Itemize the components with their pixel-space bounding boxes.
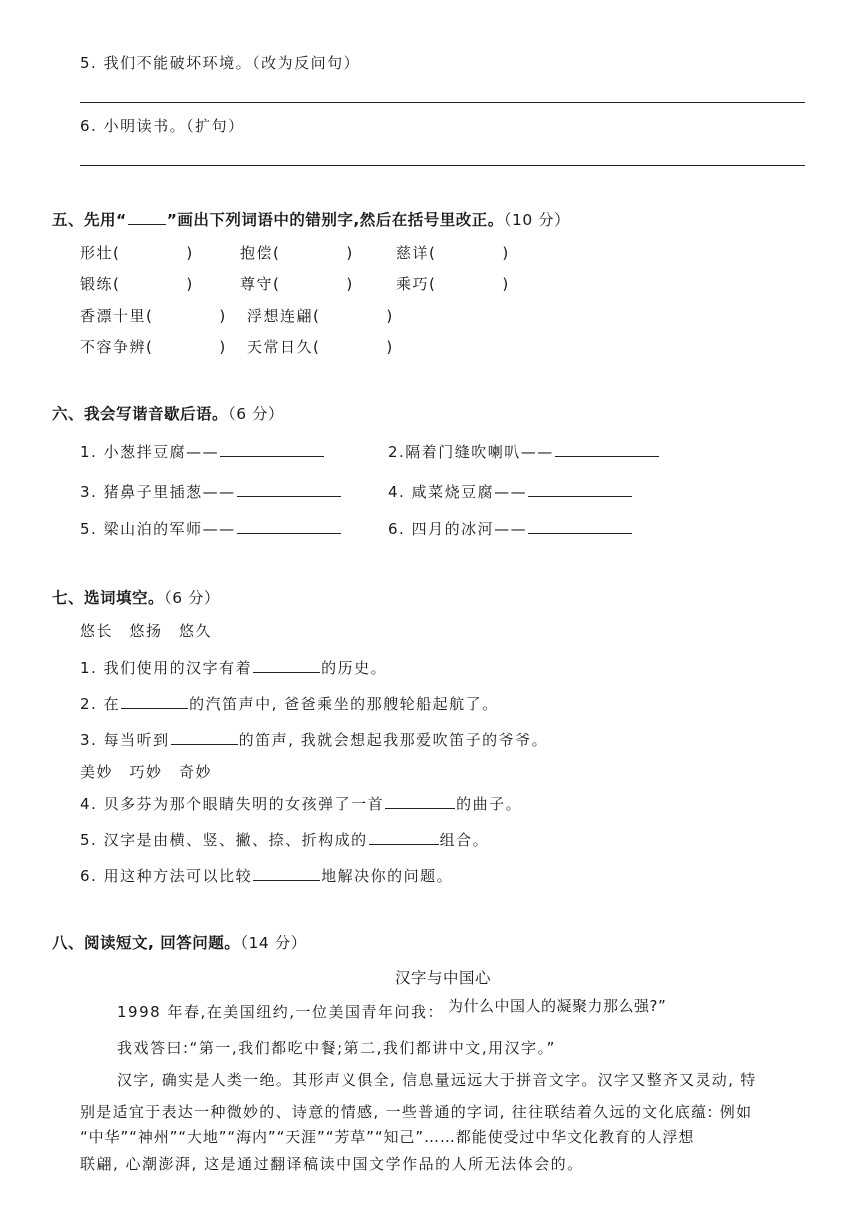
word-item: 浮想连翩( ) — [247, 307, 394, 325]
fill-sentence-5 — [80, 830, 489, 850]
passage-para-2: 我戏答曰:“第一,我们都吃中餐;第二,我们都讲中文,用汉字。” — [117, 1039, 556, 1057]
answer-blank[interactable] — [237, 482, 341, 497]
fill-blank[interactable] — [253, 866, 320, 881]
fill-blank[interactable] — [171, 730, 238, 745]
proverb-text: 5. 梁山泊的军师—— — [80, 520, 236, 538]
section6-heading — [52, 404, 284, 424]
fill-sentence-3 — [80, 730, 548, 750]
sentence-text: 4. 贝多芬为那个眼睛失明的女孩弹了一首 — [80, 795, 385, 813]
passage-para-3-line-2: 别是适宜于表达一种微妙的、诗意的情感, 一些普通的字词, 往往联结着久远的文化底蕴: 例如 — [80, 1103, 753, 1121]
answer-blank[interactable] — [555, 442, 659, 457]
word-item: 不容争辨( ) — [80, 338, 227, 356]
section8-heading — [52, 933, 307, 953]
proverb-item — [80, 482, 342, 502]
answer-blank[interactable] — [528, 482, 632, 497]
fill-sentence-1 — [80, 658, 387, 678]
proverb-text: 3. 猪鼻子里插葱—— — [80, 483, 236, 501]
word-item: 锻练( ) — [80, 275, 194, 293]
passage-text: 为什么中国人的凝聚力那么强?” — [447, 997, 667, 1015]
passage-para-3-line-4: 联翩, 心潮澎湃, 这是通过翻译稿读中国文学作品的人所无法体会的。 — [80, 1155, 584, 1173]
sentence-text: 5. 汉字是由横、竖、撇、捺、折构成的 — [80, 831, 368, 849]
passage-title: 汉字与中国心 — [395, 969, 492, 987]
fill-blank[interactable] — [369, 830, 439, 845]
section6-heading-text: 六、我会写谐音歇后语。 — [52, 405, 229, 423]
word-item: 香漂十里( ) — [80, 307, 227, 325]
sentence-text: 的曲子。 — [456, 795, 523, 813]
word-item: 乘巧( ) — [396, 275, 510, 293]
word-item: 抱偿( ) — [240, 244, 354, 262]
question-6: 6. 小明读书。（扩句） — [80, 117, 245, 135]
proverb-text: 2.隔着门缝吹喇叭—— — [388, 443, 554, 461]
proverb-item — [388, 482, 633, 502]
sentence-text: 的笛声, 我就会想起我那爱吹笛子的爷爷。 — [238, 731, 549, 749]
fill-blank[interactable] — [385, 794, 455, 809]
section5-heading-a: 五、先用“ — [52, 211, 127, 229]
proverb-item — [80, 519, 342, 539]
fill-sentence-6 — [80, 866, 453, 886]
proverb-item — [80, 442, 325, 462]
proverb-text: 1. 小葱拌豆腐—— — [80, 443, 220, 461]
section7-heading — [52, 588, 220, 608]
section5-heading-b: ”画出下列词语中的错别字,然后在括号里改正。 — [166, 211, 504, 229]
proverb-text: 4. 咸菜烧豆腐—— — [388, 483, 528, 501]
fill-sentence-2 — [80, 694, 499, 714]
answer-blank[interactable] — [237, 519, 341, 534]
section6-score: （6 分） — [228, 405, 285, 423]
fill-blank[interactable] — [121, 694, 188, 709]
section8-heading-text: 八、阅读短文, 回答问题。 — [52, 934, 241, 952]
answer-blank[interactable] — [220, 442, 324, 457]
sentence-text: 组合。 — [439, 831, 490, 849]
answer-blank[interactable] — [528, 519, 632, 534]
proverb-item — [388, 519, 633, 539]
word-choices-1: 悠长 悠扬 悠久 — [80, 622, 213, 640]
passage-text: 1998 年春,在美国纽约,一位美国青年问我： — [117, 1003, 444, 1021]
word-item: 天常日久( ) — [247, 338, 394, 356]
word-item: 形壮( ) — [80, 244, 194, 262]
sentence-text: 地解决你的问题。 — [321, 867, 454, 885]
section5-heading — [52, 210, 570, 230]
proverb-text: 6. 四月的冰河—— — [388, 520, 528, 538]
sentence-text: 的历史。 — [321, 659, 388, 677]
sentence-text: 的汽笛声中, 爸爸乘坐的那艘轮船起航了。 — [189, 695, 499, 713]
question-5: 5. 我们不能破坏环境。（改为反问句） — [80, 54, 361, 72]
section5-score: （10 分） — [503, 211, 571, 229]
fill-sentence-4 — [80, 794, 522, 814]
passage-para-3-line-3: “中华”“神州”“大地”“海内”“天涯”“芳草”“知己”……都能使受过中华文化教育的人浮想 — [80, 1128, 695, 1146]
section7-score: （6 分） — [164, 589, 221, 607]
passage-para-3-line-1: 汉字, 确实是人类一绝。其形声义俱全, 信息量远远大于拼音文字。汉字又整齐又灵动, 特 — [117, 1071, 757, 1089]
word-choices-2: 美妙 巧妙 奇妙 — [80, 763, 213, 781]
proverb-item — [388, 442, 660, 462]
passage-para-1 — [117, 997, 667, 1022]
section8-score: （14 分） — [240, 934, 307, 952]
underline-sample — [128, 211, 166, 225]
sentence-text: 1. 我们使用的汉字有着 — [80, 659, 253, 677]
word-item: 慈详( ) — [396, 244, 510, 262]
answer-line-5[interactable] — [80, 102, 805, 103]
sentence-text: 3. 每当听到 — [80, 731, 170, 749]
sentence-text: 6. 用这种方法可以比较 — [80, 867, 253, 885]
section7-heading-text: 七、选词填空。 — [52, 589, 165, 607]
word-item: 尊守( ) — [240, 275, 354, 293]
fill-blank[interactable] — [253, 658, 320, 673]
sentence-text: 2. 在 — [80, 695, 121, 713]
answer-line-6[interactable] — [80, 165, 805, 166]
